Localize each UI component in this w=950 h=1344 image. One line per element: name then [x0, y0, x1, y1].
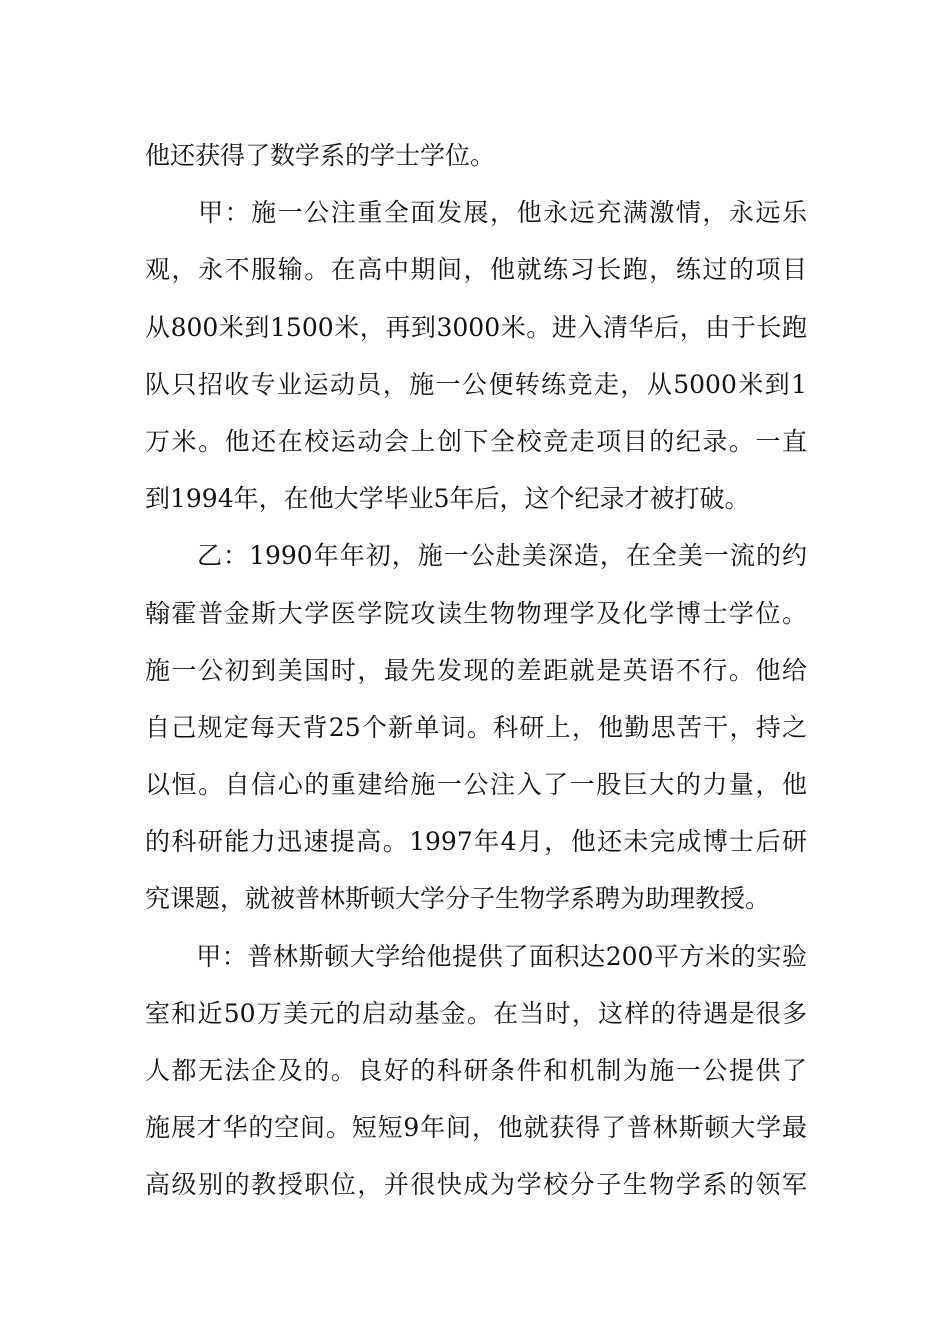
text-line: 从800米到1500米，再到3000米。进入清华后，由于长跑 [145, 312, 807, 342]
text-line: 甲：普林斯顿大学给他提供了面积达200平方米的实验 [145, 941, 807, 971]
text-line: 施展才华的空间。短短9年间，他就获得了普林斯顿大学最 [145, 1113, 807, 1143]
text-line: 人都无法企及的。良好的科研条件和机制为施一公提供了 [145, 1056, 807, 1085]
text-line: 翰霍普金斯大学医学院攻读生物物理学及化学博士学位。 [145, 598, 807, 628]
text-line: 以恒。自信心的重建给施一公注入了一股巨大的力量，他 [145, 770, 807, 800]
text-line: 自己规定每天背25个新单词。科研上，他勤思苦干，持之 [145, 712, 807, 742]
text-line: 乙：1990年年初，施一公赴美深造，在全美一流的约 [145, 541, 807, 571]
text-line: 施一公初到美国时，最先发现的差距就是英语不行。他给 [145, 655, 807, 685]
text-line: 室和近50万美元的启动基金。在当时，这样的待遇是很多 [145, 998, 807, 1028]
text-line: 高级别的教授职位，并很快成为学校分子生物学系的领军 [145, 1170, 807, 1200]
text-line: 他还获得了数学系的学士学位。 [145, 141, 496, 170]
text-line: 万米。他还在校运动会上创下全校竞走项目的纪录。一直 [145, 426, 807, 456]
text-line: 队只招收专业运动员，施一公便转练竞走，从5000米到1 [145, 369, 807, 399]
text-line: 甲：施一公注重全面发展，他永远充满激情，永远乐 [145, 198, 807, 228]
text-line: 的科研能力迅速提高。1997年4月，他还未完成博士后研 [145, 827, 807, 857]
text-line: 到1994年，在他大学毕业5年后，这个纪录才被打破。 [145, 484, 750, 514]
body-text [145, 127, 807, 1214]
text-line: 观，永不服输。在高中期间，他就练习长跑，练过的项目 [145, 255, 807, 285]
text-line: 究课题，就被普林斯顿大学分子生物学系聘为助理教授。 [145, 884, 771, 914]
